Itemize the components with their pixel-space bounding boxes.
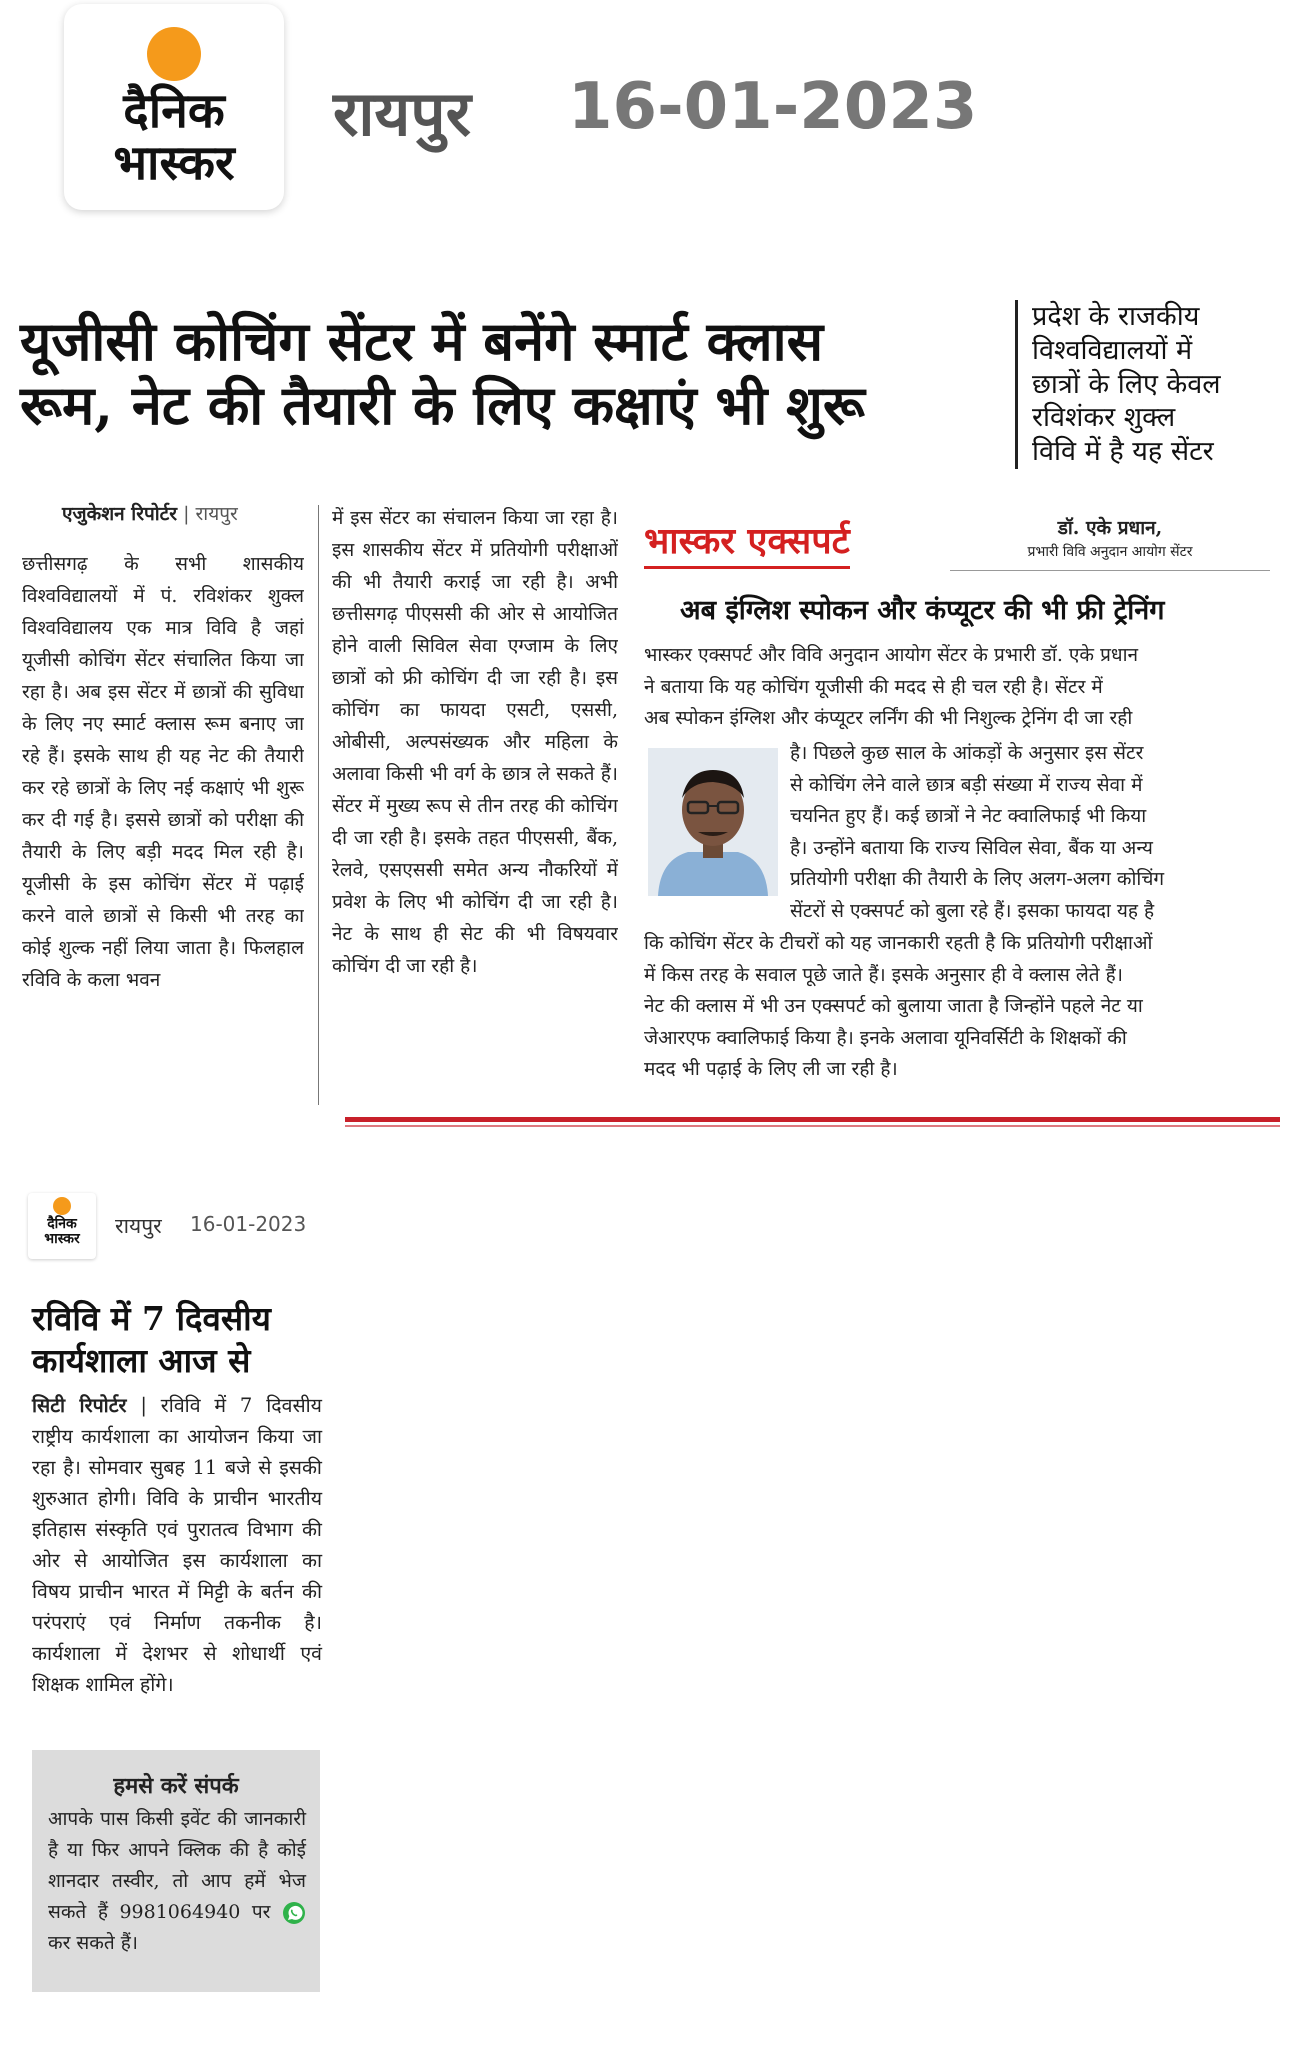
- logo-line-2: भास्कर: [44, 1231, 80, 1247]
- section-rule: [345, 1117, 1280, 1122]
- dainik-bhaskar-logo: [64, 4, 284, 210]
- contact-text: आपके पास किसी इवेंट की जानकारी है या फिर आपने क्लिक की है कोई शानदार तस्वीर, तो आप हमें भेज सकते हैं 9981064940 पर: [48, 1808, 306, 1923]
- edition-date-small: 16-01-2023: [190, 1212, 307, 1236]
- expert-line: में किस तरह के सवाल पूछे जाते हैं। इसके अनुसार ही वे क्लास लेते हैं।: [644, 963, 1123, 986]
- article-column-2: में इस सेंटर का संचालन किया जा रहा है। इस शासकीय सेंटर में प्रतियोगी परीक्षाओं की भी तैयारी कराई जा रही है। अभी छत्तीसगढ़ पीएससी की ओर से आयोजित होने वाली सिविल सेवा एग्जाम के लिए छात्रों को फ्री कोचिंग दी जा रही है। इस कोचिंग का फायदा एसटी, एससी, ओबीसी, अल्पसंख्यक और महिला के अलावा किसी भी वर्ग के छात्र ले सकते हैं। सेंटर में मुख्य रूप से तीन तरह की कोचिंग दी जा रही है। इसके तहत पीएससी, बैंक, रेलवे, एसएससी समेत अन्य नौकरियों में प्रवेश के लिए भी कोचिंग दी जा रही है। नेट के साथ ही सेट की भी विषयवार कोचिंग दी जा रही है।: [332, 507, 618, 977]
- section-rule-thin: [345, 1125, 1280, 1127]
- logo-line-1: दैनिक: [47, 1216, 77, 1232]
- contact-body: [32, 1800, 320, 1959]
- article-column-1: छत्तीसगढ़ के सभी शासकीय विश्वविद्यालयों में पं. रविशंकर शुक्ल विश्वविद्यालय एक मात्र विवि है जहां यूजीसी कोचिंग सेंटर संचालित किया जा रहा है। अब इस सेंटर में छात्रों की सुविधा के लिए नए स्मार्ट क्लास रूम बनाए जा रहे हैं। इसके साथ ही यह नेट की तैयारी कर रहे छात्रों के लिए नई कक्षाएं भी शुरू कर दी गई है। इससे छात्रों को परीक्षा की तैयारी के लिए बड़ी मदद मिल रही है। यूजीसी के इस कोचिंग सेंटर में पढ़ाई करने वाले छात्रों से किसी भी तरह का कोई शुल्क नहीं लिया जाता है। फिलहाल रविवि के कला भवन: [22, 553, 304, 991]
- workshop-headline: रविवि में 7 दिवसीय कार्यशाला आज से: [32, 1299, 271, 1380]
- byline: [62, 500, 238, 526]
- expert-banner: भास्कर एक्सपर्ट: [644, 515, 850, 569]
- expert-line: ने बताया कि यह कोचिंग यूजीसी की मदद से ही चल रही है। सेंटर में: [644, 675, 1103, 698]
- workshop-body: [32, 1390, 322, 1700]
- expert-line: से कोचिंग लेने वाले छात्र बड़ी संख्या में राज्य सेवा में: [790, 773, 1143, 796]
- byline-name: एजुकेशन रिपोर्टर: [62, 503, 178, 525]
- main-headline: यूजीसी कोचिंग सेंटर में बनेंगे स्मार्ट क्लास रूम, नेट की तैयारी के लिए कक्षाएं भी शुरू: [20, 309, 865, 437]
- expert-name-text: डॉ. एके प्रधान,: [1057, 517, 1163, 539]
- expert-body-bottom: [644, 928, 1274, 1086]
- expert-body-top: [644, 640, 1274, 735]
- logo-line-1: दैनिक: [123, 83, 225, 139]
- expert-line: भास्कर एक्सपर्ट और विवि अनुदान आयोग सेंटर के प्रभारी डॉ. एके प्रधान: [644, 644, 1139, 666]
- byline-separator: |: [177, 503, 196, 525]
- contact-text-end: कर सकते हैं।: [48, 1932, 138, 1954]
- whatsapp-icon: [282, 1901, 306, 1925]
- edition-city-small: रायपुर: [115, 1214, 162, 1238]
- expert-line: अब स्पोकन इंग्लिश और कंप्यूटर लर्निंग की भी निशुल्क ट्रेनिंग दी जा रही: [644, 707, 1133, 729]
- expert-designation: प्रभारी विवि अनुदान आयोग सेंटर: [1027, 544, 1193, 560]
- expert-line: सेंटरों से एक्सपर्ट को बुला रहे हैं। इसका फायदा यह है: [790, 899, 1155, 922]
- logo-sun-icon: [147, 27, 201, 81]
- edition-date: 16-01-2023: [568, 70, 978, 144]
- expert-photo: [648, 748, 778, 896]
- contact-heading: हमसे करें संपर्क: [113, 1773, 239, 1799]
- expert-line: प्रतियोगी परीक्षा की तैयारी के लिए अलग-अलग कोचिंग: [790, 868, 1165, 890]
- logo-sun-icon: [53, 1197, 71, 1215]
- expert-name: [950, 514, 1270, 561]
- workshop-byline: सिटी रिपोर्टर: [32, 1394, 127, 1417]
- expert-body-wrap: [790, 738, 1280, 927]
- expert-divider: [950, 570, 1270, 571]
- logo-line-2: भास्कर: [113, 135, 235, 191]
- expert-line: चयनित हुए हैं। कई छात्रों ने नेट क्वालिफाई भी किया: [790, 805, 1147, 827]
- dainik-bhaskar-logo-small: [28, 1193, 96, 1259]
- expert-line: नेट की क्लास में भी उन एक्सपर्ट को बुलाया जाता है जिन्होंने पहले नेट या: [644, 995, 1143, 1017]
- byline-place: रायपुर: [195, 503, 238, 525]
- expert-line: है। उन्होंने बताया कि राज्य सिविल सेवा, बैंक या अन्य: [790, 836, 1153, 859]
- expert-line: है। पिछले कुछ साल के आंकड़ों के अनुसार इस सेंटर: [790, 742, 1144, 764]
- expert-line: जेआरएफ क्वालिफाई किया है। इनके अलावा यूनिवर्सिटी के शिक्षकों की: [644, 1026, 1127, 1049]
- highlight-box: प्रदेश के राजकीय विश्वविद्यालयों में छात्रों के लिए केवल रविशंकर शुक्ल विवि में है यह सेंटर: [1015, 300, 1294, 469]
- expert-line: कि कोचिंग सेंटर के टीचरों को यह जानकारी रहती है कि प्रतियोगी परीक्षाओं: [644, 932, 1153, 954]
- edition-city: रायपुर: [333, 77, 471, 150]
- column-divider: [318, 505, 319, 1105]
- expert-line: मदद भी पढ़ाई के लिए ली जा रही है।: [644, 1058, 898, 1080]
- workshop-text: | रविवि में 7 दिवसीय राष्ट्रीय कार्यशाला का आयोजन किया जा रहा है। सोमवार सुबह 11 बजे से इसकी शुरुआत होगी। विवि के प्राचीन भारतीय इतिहास संस्कृति एवं पुरातत्व विभाग की ओर से आयोजित इस कार्यशाला का विषय प्राचीन भारत में मिट्टी के बर्तन की परंपराएं एवं निर्माण तकनीक है। कार्यशाला में देशभर से शोधार्थी एवं शिक्षक शामिल होंगे।: [32, 1394, 322, 1696]
- expert-title: अब इंग्लिश स्पोकन और कंप्यूटर की भी फ्री ट्रेनिंग: [680, 595, 1165, 626]
- contact-box: [32, 1750, 320, 1992]
